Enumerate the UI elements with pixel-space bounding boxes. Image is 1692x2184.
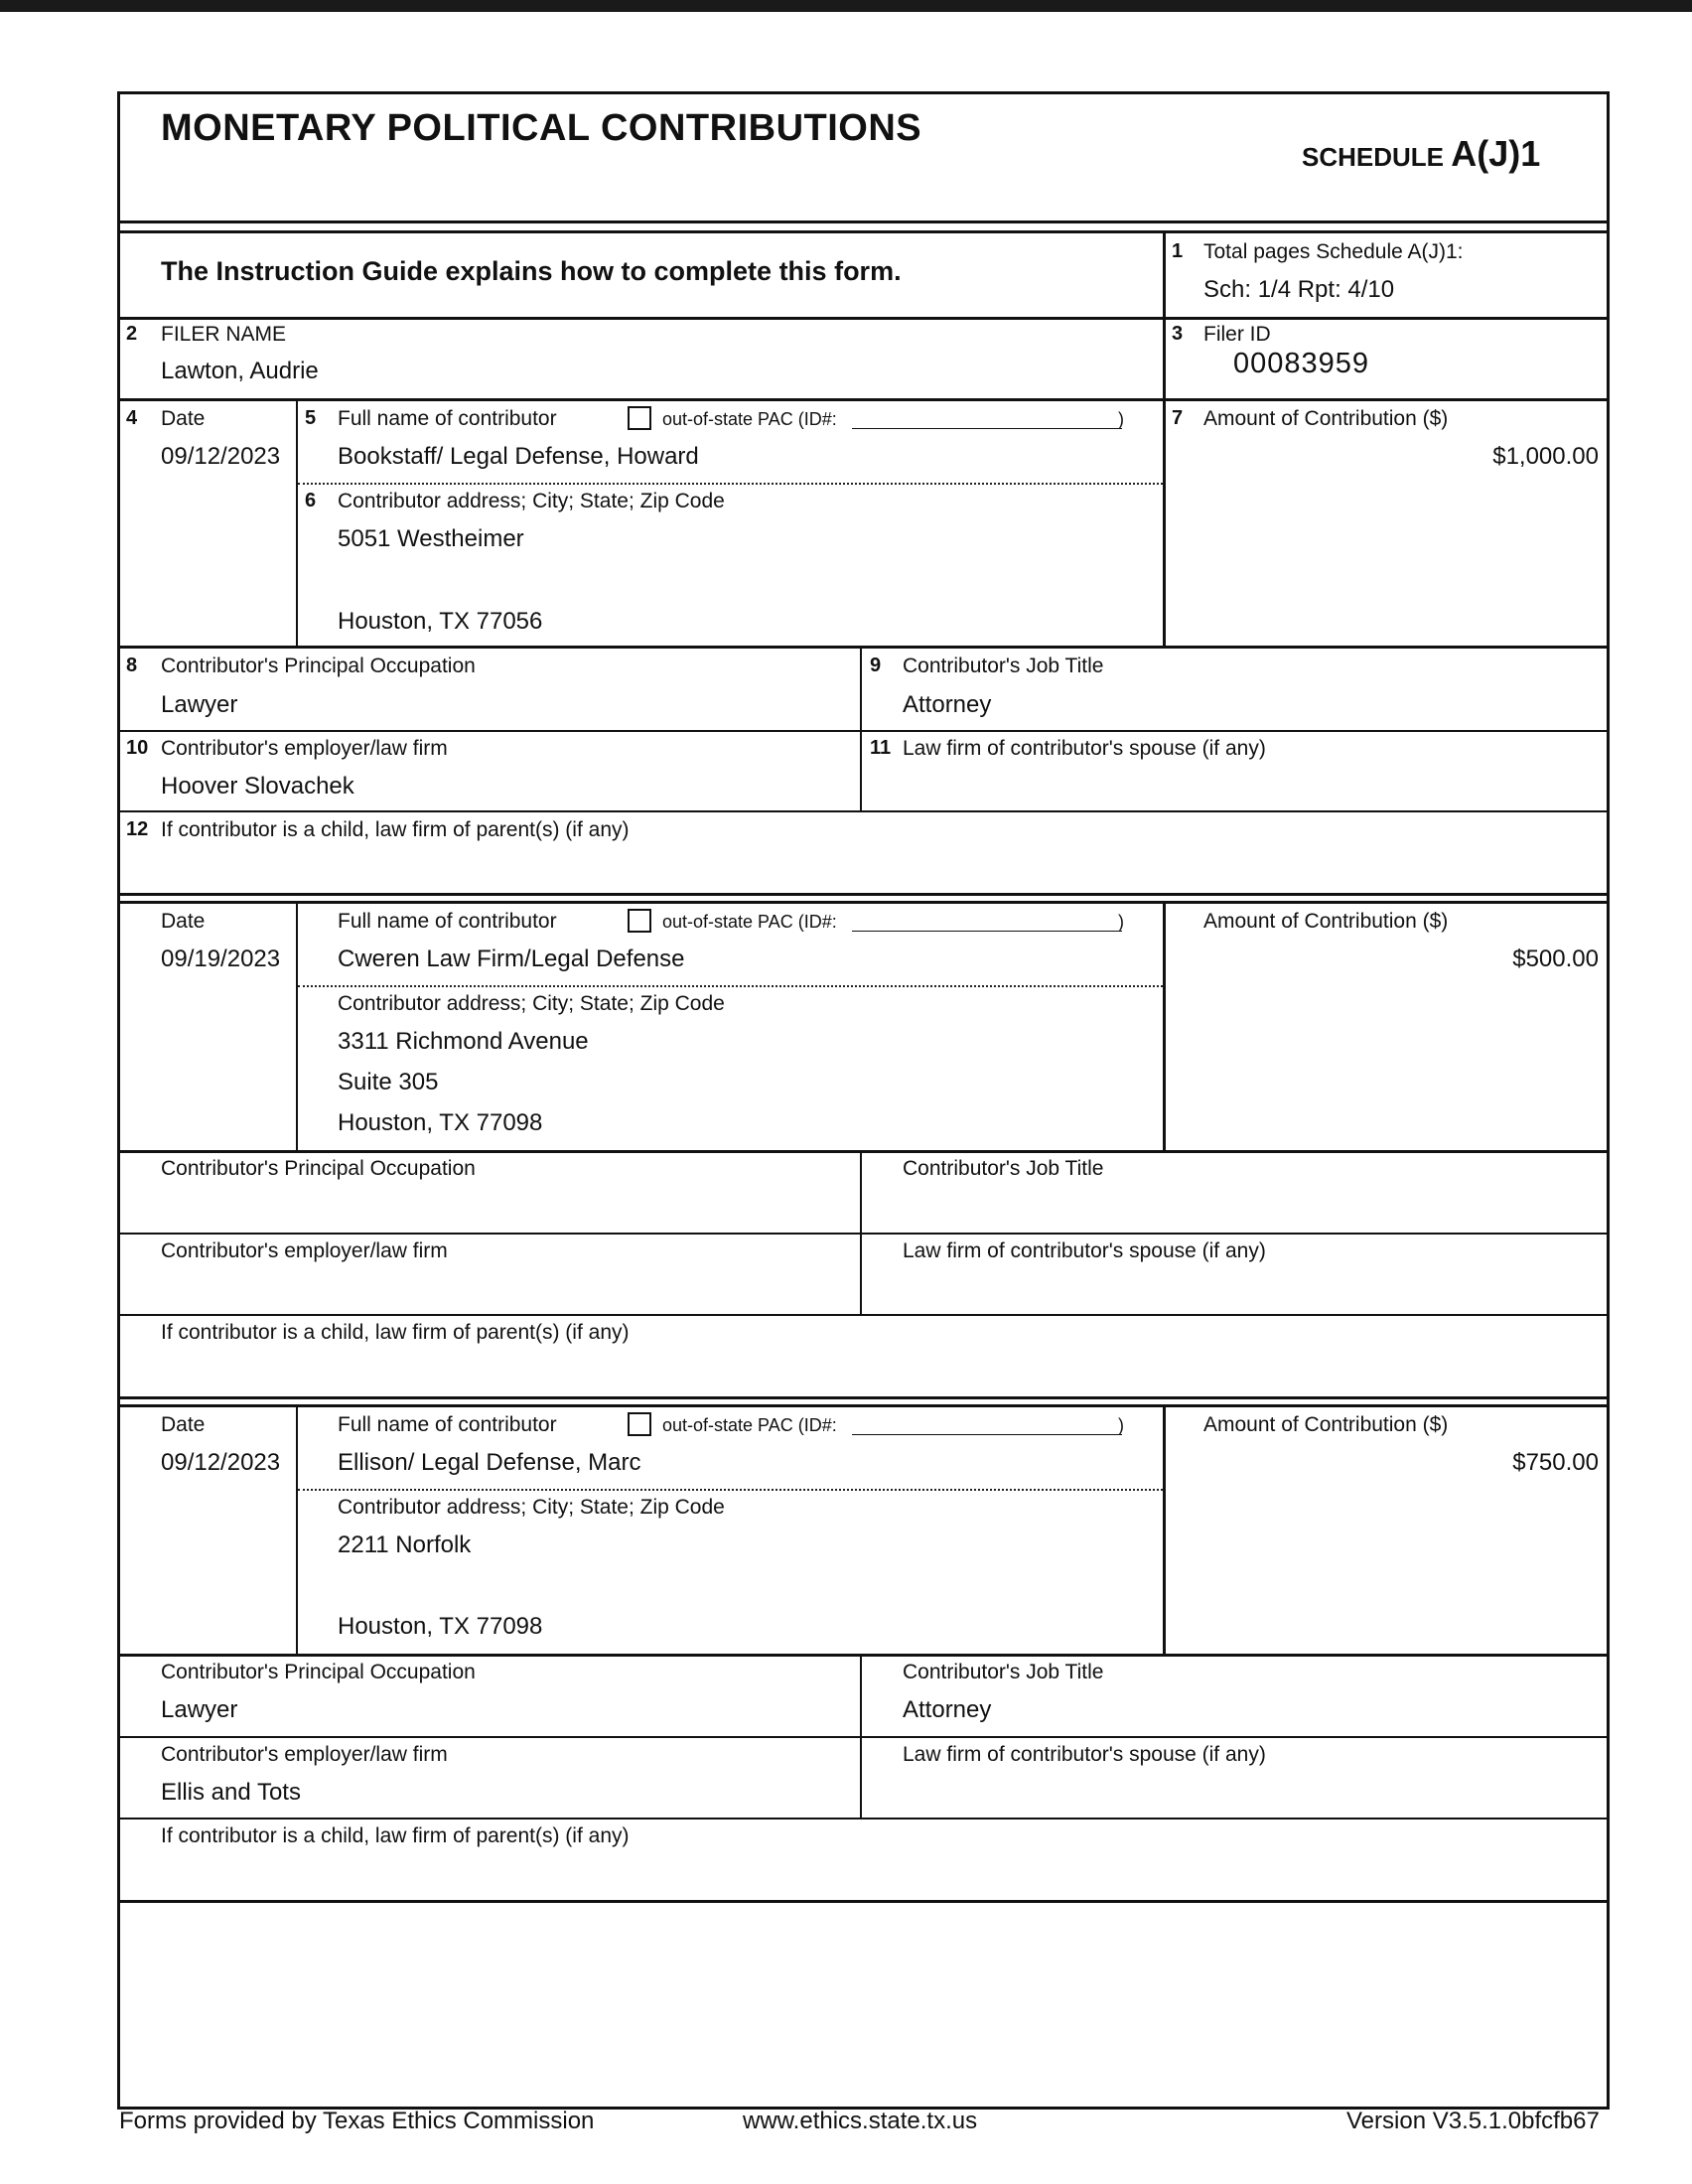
occupation-value: Lawyer [161,691,238,718]
out-of-state-pac-checkbox[interactable] [628,406,651,430]
contribution-amount: $1,000.00 [1492,443,1599,470]
divider [1163,401,1166,646]
spouse-firm-label: Law firm of contributor's spouse (if any) [903,1239,1266,1262]
amount-label: Amount of Contribution ($) [1203,407,1449,430]
child-firm-label: If contributor is a child, law firm of parent(s) (if any) [161,1321,630,1344]
address-line-1: 3311 Richmond Avenue [338,1028,589,1055]
divider [296,904,298,1151]
date-label: Date [161,910,206,933]
spouse-firm-label: Law firm of contributor's spouse (if any) [903,1743,1266,1766]
pac-id-line [852,931,1122,932]
field-number: 4 [126,407,138,429]
contributor-name: Cweren Law Firm/Legal Defense [338,946,685,972]
job-title-value: Attorney [903,691,992,718]
field-number: 2 [126,323,138,345]
total-pages-value: Sch: 1/4 Rpt: 4/10 [1203,276,1395,303]
full-name-label: Full name of contributor [338,1413,557,1436]
pac-id-close: ) [1118,912,1124,932]
footer-url[interactable]: www.ethics.state.tx.us [743,2108,978,2134]
divider [117,1404,1610,1407]
divider [117,1736,1610,1738]
address-line-2: Suite 305 [338,1069,439,1095]
pac-id-line [852,428,1122,429]
instruction-text: The Instruction Guide explains how to complete this form. [161,256,902,286]
address-label: Contributor address; City; State; Zip Code [338,1496,725,1519]
date-label: Date [161,1413,206,1436]
pac-id-close: ) [1118,409,1124,429]
pac-id-close: ) [1118,1415,1124,1435]
field-number: 10 [126,737,149,759]
divider [117,1818,1610,1820]
contribution-amount: $500.00 [1512,946,1599,972]
schedule-code: A(J)1 [1451,133,1541,174]
schedule-label [1302,133,1540,175]
divider [117,398,1610,401]
contribution-amount: $750.00 [1512,1449,1599,1476]
filer-name-value: Lawton, Audrie [161,358,319,384]
divider [117,646,1610,649]
divider [117,1150,1610,1153]
divider [860,648,862,810]
out-of-state-pac-label: out-of-state PAC (ID#: [662,912,837,932]
amount-label: Amount of Contribution ($) [1203,910,1449,933]
divider [117,230,1610,233]
address-line-3: Houston, TX 77098 [338,1109,543,1136]
filer-id-value: 00083959 [1233,348,1370,379]
scan-top-edge [0,0,1692,12]
divider [117,730,1610,732]
out-of-state-pac-label: out-of-state PAC (ID#: [662,1415,837,1435]
filer-name-label: FILER NAME [161,323,287,346]
address-line-1: 2211 Norfolk [338,1531,472,1558]
contribution-date: 09/12/2023 [161,1449,281,1476]
employer-label: Contributor's employer/law firm [161,1743,448,1766]
divider [117,1900,1610,1903]
divider [298,483,1163,485]
employer-label: Contributor's employer/law firm [161,737,448,760]
form-title: MONETARY POLITICAL CONTRIBUTIONS [161,107,922,149]
employer-label: Contributor's employer/law firm [161,1239,448,1262]
out-of-state-pac-checkbox[interactable] [628,1412,651,1436]
occupation-label: Contributor's Principal Occupation [161,1661,476,1683]
occupation-label: Contributor's Principal Occupation [161,1157,476,1180]
divider [298,985,1163,987]
divider [296,401,298,646]
schedule-prefix: SCHEDULE [1302,142,1445,172]
divider [117,901,1610,904]
out-of-state-pac-checkbox[interactable] [628,909,651,933]
field-number: 7 [1172,407,1184,429]
contribution-date: 09/19/2023 [161,946,281,972]
address-line-3: Houston, TX 77098 [338,1613,543,1640]
divider [117,810,1610,812]
pac-id-line [852,1434,1122,1435]
field-number: 6 [305,490,317,511]
child-firm-label: If contributor is a child, law firm of parent(s) (if any) [161,1824,630,1847]
field-number: 5 [305,407,317,429]
address-line-3: Houston, TX 77056 [338,608,543,635]
field-number: 11 [870,737,892,759]
divider [117,220,1610,223]
divider [117,893,1610,896]
total-pages-label: Total pages Schedule A(J)1: [1203,240,1464,263]
address-label: Contributor address; City; State; Zip Code [338,992,725,1015]
divider [296,1407,298,1655]
contributor-name: Ellison/ Legal Defense, Marc [338,1449,641,1476]
job-title-label: Contributor's Job Title [903,1661,1104,1683]
field-number: 3 [1172,323,1184,345]
divider [117,1396,1610,1399]
contributor-name: Bookstaff/ Legal Defense, Howard [338,443,699,470]
form-frame [117,91,1610,2110]
occupation-label: Contributor's Principal Occupation [161,655,476,677]
spouse-firm-label: Law firm of contributor's spouse (if any) [903,737,1266,760]
field-number: 9 [870,655,882,676]
child-firm-label: If contributor is a child, law firm of parent(s) (if any) [161,818,630,841]
job-title-value: Attorney [903,1696,992,1723]
full-name-label: Full name of contributor [338,910,557,933]
divider [1163,904,1166,1151]
job-title-label: Contributor's Job Title [903,655,1104,677]
divider [298,1489,1163,1491]
divider [117,1654,1610,1657]
address-label: Contributor address; City; State; Zip Code [338,490,725,512]
field-number: 1 [1172,240,1184,262]
filer-id-label: Filer ID [1203,323,1271,346]
occupation-value: Lawyer [161,1696,238,1723]
footer-version: Version V3.5.1.0bfcfb67 [1346,2108,1600,2134]
amount-label: Amount of Contribution ($) [1203,1413,1449,1436]
footer-provider: Forms provided by Texas Ethics Commission [119,2108,595,2134]
divider [1163,1407,1166,1655]
address-line-1: 5051 Westheimer [338,525,524,552]
full-name-label: Full name of contributor [338,407,557,430]
date-label: Date [161,407,206,430]
field-number: 12 [126,818,149,840]
divider [117,1314,1610,1316]
contribution-date: 09/12/2023 [161,443,281,470]
field-number: 8 [126,655,138,676]
employer-value: Hoover Slovachek [161,773,354,800]
job-title-label: Contributor's Job Title [903,1157,1104,1180]
divider [117,317,1610,320]
employer-value: Ellis and Tots [161,1779,301,1806]
out-of-state-pac-label: out-of-state PAC (ID#: [662,409,837,429]
divider [117,1233,1610,1235]
